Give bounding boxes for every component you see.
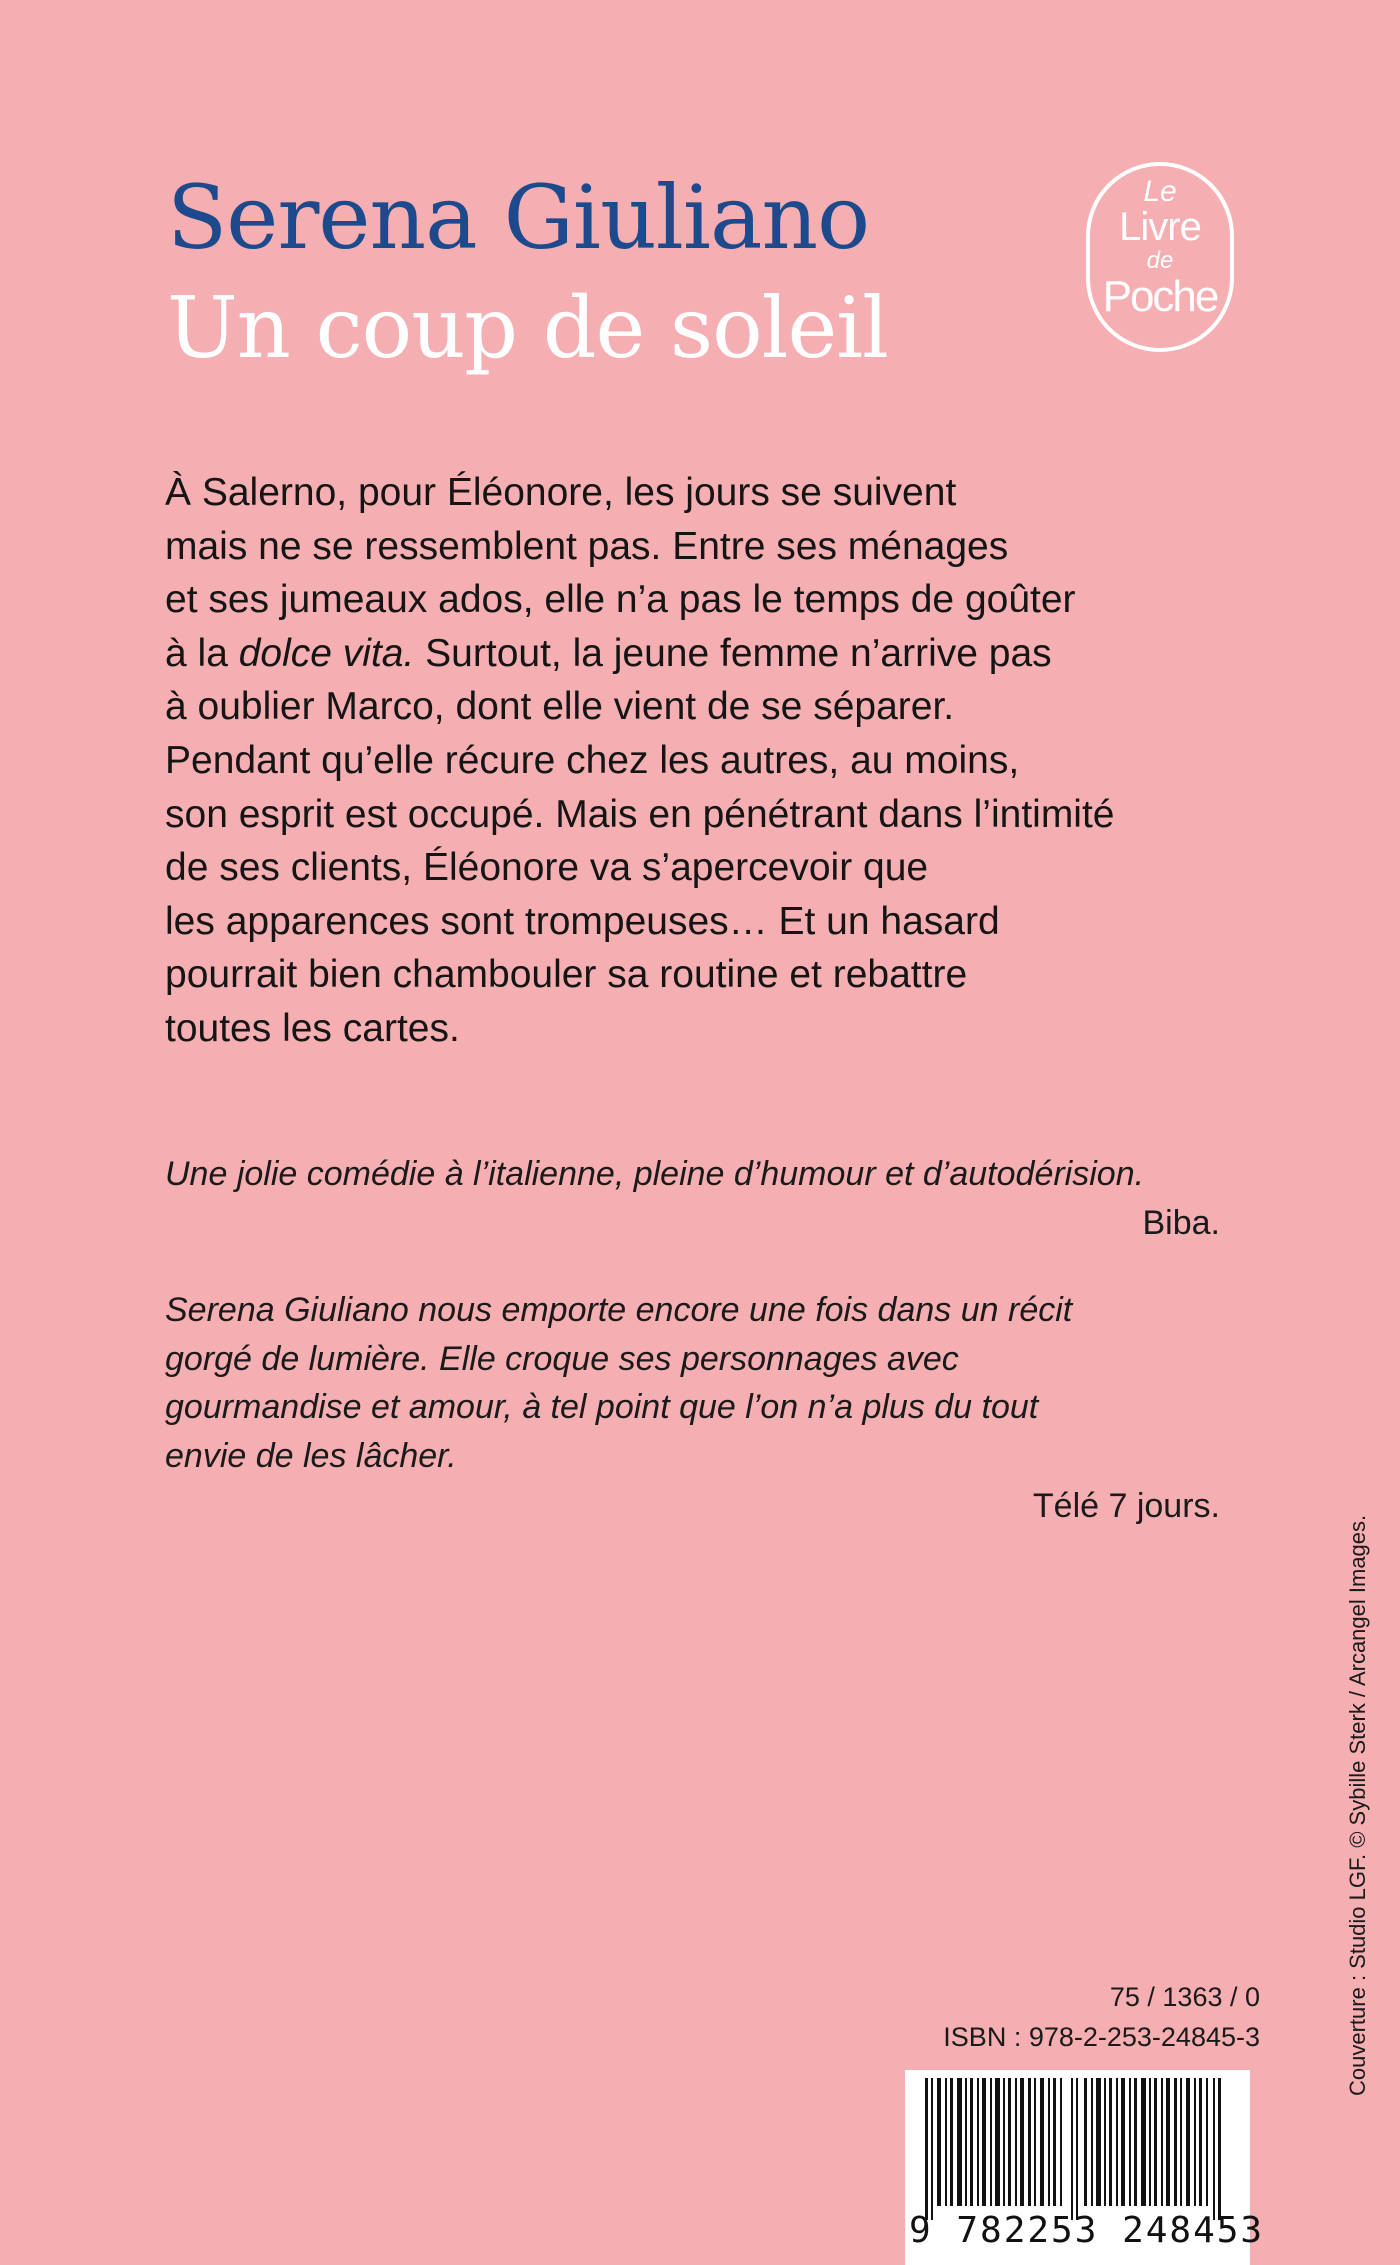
author-name: Serena Giuliano bbox=[167, 166, 870, 269]
synopsis-line bbox=[165, 627, 1245, 681]
isbn-text: ISBN : 978-2-253-24845-3 bbox=[943, 2022, 1260, 2052]
barcode bbox=[905, 2070, 1265, 2265]
quote-line: gorgé de lumière. Elle croque ses personnages avec bbox=[165, 1339, 959, 1378]
synopsis-line: À Salerno, pour Éléonore, les jours se suivent bbox=[165, 471, 957, 514]
synopsis-line: toutes les cartes. bbox=[165, 1006, 460, 1050]
synopsis-line: mais ne se ressemblent pas. Entre ses ménages bbox=[165, 524, 1009, 568]
quote-line: Une jolie comédie à l’italienne, pleine d’humour et d’autodérision. bbox=[165, 1155, 1145, 1193]
synopsis-line: à oublier Marco, dont elle vient de se séparer. bbox=[165, 685, 955, 729]
synopsis-line: et ses jumeaux ados, elle n’a pas le temps de goûter bbox=[165, 578, 1076, 622]
review-source-1: Biba. bbox=[1142, 1204, 1220, 1242]
barcode-digits: 9 782253 248453 bbox=[909, 2210, 1265, 2251]
logo-le: Le bbox=[1143, 175, 1177, 208]
quote-line: envie de les lâcher. bbox=[165, 1436, 457, 1475]
quote-line: Serena Giuliano nous emporte encore une fois dans un récit bbox=[165, 1291, 1073, 1329]
synopsis-line: Pendant qu’elle récure chez les autres, au moins, bbox=[165, 738, 1020, 782]
barcode-bars bbox=[905, 2070, 1250, 2220]
synopsis-line: pourrait bien chambouler sa routine et rebattre bbox=[165, 953, 968, 997]
logo-livre: Livre bbox=[1119, 205, 1201, 249]
logo-poche: Poche bbox=[1102, 272, 1218, 321]
synopsis-line: de ses clients, Éléonore va s’apercevoir que bbox=[165, 846, 929, 890]
review-quote-1 bbox=[165, 1150, 1225, 1199]
synopsis-text: à la bbox=[165, 631, 239, 675]
cover-credit: Couverture : Studio LGF. © Sybille Sterk / Arcangel Images. bbox=[1345, 1514, 1370, 2096]
publisher-logo bbox=[1086, 162, 1234, 352]
edition-code: 75 / 1363 / 0 bbox=[1109, 1982, 1260, 2012]
synopsis-line: son esprit est occupé. Mais en pénétrant dans l’intimité bbox=[165, 792, 1115, 836]
book-title: Un coup de soleil bbox=[167, 279, 888, 377]
synopsis-italic: dolce vita. bbox=[238, 631, 415, 675]
review-quote-2 bbox=[165, 1286, 1225, 1480]
review-source-2: Télé 7 jours. bbox=[1032, 1487, 1220, 1525]
quote-line: gourmandise et amour, à tel point que l’on n’a plus du tout bbox=[165, 1388, 1039, 1426]
synopsis-line: les apparences sont trompeuses… Et un hasard bbox=[165, 899, 1000, 943]
synopsis bbox=[165, 466, 1245, 1056]
synopsis-text: Surtout, la jeune femme n’arrive pas bbox=[414, 631, 1052, 675]
logo-de: de bbox=[1146, 247, 1174, 274]
